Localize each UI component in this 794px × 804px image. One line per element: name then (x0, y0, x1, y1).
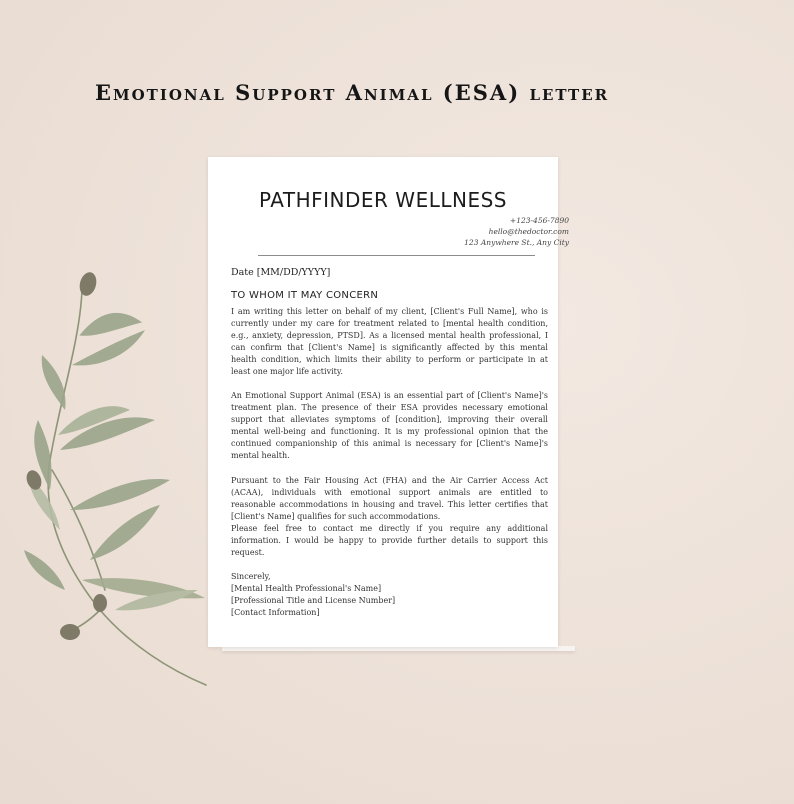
contact-email: hello@thedoctor.com (488, 227, 569, 236)
letter-page (208, 157, 569, 647)
olive-sprig-icon (20, 260, 220, 700)
letterhead-brand: PATHFINDER WELLNESS (258, 188, 507, 212)
body-paragraph-3: Pursuant to the Fair Housing Act (FHA) and the Air Carrier Access Act (ACAA), individuals with emotional support animals are entitled to reasonable accommodations in housing and travel. This letter certifies that [Client's Name] qualifies for such accommodations. (231, 476, 548, 521)
letterhead-contact (464, 215, 569, 248)
signoff-name: [Mental Health Professional's Name] (231, 584, 382, 593)
signoff-closing: Sincerely, (231, 572, 271, 581)
signoff-contact: [Contact Information] (231, 608, 320, 617)
letterhead-divider (258, 255, 535, 256)
page-heading: Emotional Support Animal (ESA) letter (95, 80, 610, 105)
signoff-title: [Professional Title and License Number] (231, 596, 396, 605)
body-paragraph-1: I am writing this letter on behalf of my client, [Client's Full Name], who is currently under my care for treatment related to [mental health condition, e.g., anxiety, depression, PTSD]. As a licensed mental health professional, I can confirm that [Client's Name] is significantly affected by this mental health condition, which limits their ability to perform or participate in at least one major life activity. (231, 307, 548, 376)
letter-signoff (231, 571, 395, 619)
body-paragraph-4: Please feel free to contact me directly if you require any additional information. I would be happy to provide further details to support this request. (231, 524, 548, 557)
letter-salutation: TO WHOM IT MAY CONCERN (231, 290, 379, 301)
body-paragraph-2: An Emotional Support Animal (ESA) is an essential part of [Client's Name]'s treatment plan. The presence of their ESA provides necessary emotional support that alleviates symptoms of [condition], improving their overall mental well-being and functioning. It is my professional opinion that the continued companionship of this animal is necessary for [Client's Name]'s mental health. (231, 391, 548, 460)
letter-date: Date [MM/DD/YYYY] (231, 267, 331, 278)
contact-phone: +123-456-7890 (509, 216, 569, 225)
contact-address: 123 Anywhere St., Any City (464, 238, 569, 247)
